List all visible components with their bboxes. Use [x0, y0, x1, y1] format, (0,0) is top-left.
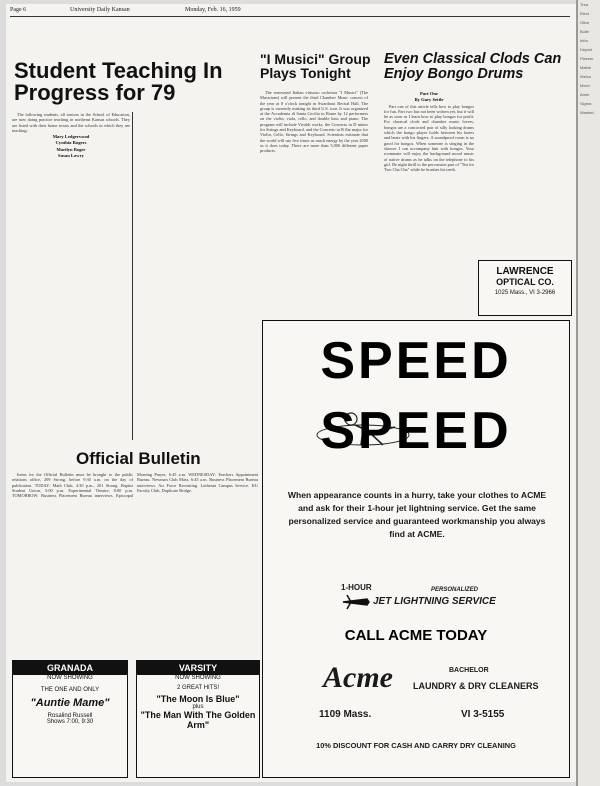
strip-line: Elect — [580, 11, 589, 16]
acme-brand-line: LAUNDRY & DRY CLEANERS — [413, 681, 539, 691]
bulletin-body: Items for the Official Bulletin must be brought to the public relations office, 209 Strong, before 9:30 a.m. on the day of publication. TODAY: Math Club, 4:30 p.m., 201 Strong. Baptist Student Union, 5:00 p.m. Experimental Theatre, 8:00 p.m. TOMORROW: Business Placement Bureau interviews. Episcopal Morning Prayer, 6:45 a.m. WEDNESDAY: Teachers Appointment Bureau. Newman Club Mass, 6:45 a.m. Business Placement Bureau interviews. Air Force Recruiting. Lutheran Campus Service. KU Faculty Club, Duplicate Bridge. — [12, 472, 258, 499]
student-teaching-body: The following students, all seniors in the School of Education, are now doing practice teaching in northeast Kansas schools. They are listed with their home towns and the schools in which they are teaching: — [12, 112, 130, 133]
granada-title: GRANADA — [13, 661, 127, 675]
speed-word-2: SPEED — [320, 402, 512, 460]
granada-status: NOW SHOWING — [47, 675, 93, 681]
varsity-ad — [136, 660, 260, 778]
i-musici-column — [260, 90, 368, 310]
i-musici-body: The renowned Italian virtuoso orchestra "I Musici" (The Musicians) will present the third Chamber Music concert of the year at 8 o'clock tonight in Swarthout Recital Hall. The group is currently making its third U.S. tour. It was organized at the Accademia di Santa Cecilia in Rome by 12 performers on the violin, viola, cello, and double bass and piano. The program will include Vivaldi works, the Concerto in D minor for Strings and Keyboard, and the Concerto in B flat major for Violin, Cello, Strings and Keyboard. Scientists estimate that the world will use five times as much energy by the year 2000 as it does today. There are more than 5,000 different paper products. — [260, 90, 368, 154]
bongo-byline: By Gary Settle — [414, 97, 444, 103]
next-page-strip — [576, 0, 600, 786]
acme-brand-sub: BACHELOR — [449, 667, 489, 674]
jet-icon — [341, 593, 371, 611]
student-teaching-column-1 — [12, 112, 130, 442]
acme-personalized: PERSONALIZED — [431, 587, 479, 593]
strip-line: Infor — [580, 38, 589, 43]
strip-line: Bulle — [580, 29, 589, 34]
strip-line: Trea — [580, 2, 589, 7]
granada-star: Rosalind Russell — [47, 713, 93, 719]
varsity-plus: plus — [192, 704, 204, 710]
acme-one-hour: 1-HOUR — [341, 583, 372, 592]
optical-name: LAWRENCE — [496, 266, 554, 277]
strip-line: Ofice — [580, 20, 590, 25]
granada-line1: THE ONE AND ONLY — [40, 687, 100, 693]
varsity-title: VARSITY — [137, 661, 259, 675]
acme-discount: 10% DISCOUNT FOR CASH AND CARRY DRY CLEANING — [316, 741, 516, 750]
granada-ad — [12, 660, 128, 778]
lawrence-optical-ad — [478, 260, 572, 316]
newspaper-page — [6, 4, 576, 782]
acme-speed-ad — [262, 320, 570, 778]
strip-line: Welco — [580, 74, 592, 79]
column-rule — [132, 112, 133, 440]
subhead-cynthia-rogers: Cynthia Rogers — [55, 140, 87, 146]
acme-address: 1109 Mass. — [319, 709, 372, 720]
strip-line: Placem — [580, 56, 594, 61]
paper-name: University Daily Kansan — [70, 7, 130, 13]
student-teaching-headline: Student Teaching In Progress for 79 — [14, 58, 223, 106]
bongo-body: Part one of this article tells how to play bongos for fun. Part two has not been written yet, but it will be as soon as I learn how to play bongos for profit. For classical clods and chamber music lovers, bongos are a concocted pair of silly looking drums which the bongo player holds between his knees and beats with his fingers. A soundproof room is no good for bongos. When someone is singing in the shower I can accompany him with bongos. Your roommate will enjoy the background mood music of native drums as he talks on the telephone to his girl. Be night thrill to the percussion part of "Tea for Two Cha Cha" while he brushes his teeth. — [384, 103, 474, 173]
acme-phone: VI 3-5155 — [461, 709, 505, 720]
varsity-status: NOW SHOWING — [175, 675, 221, 681]
strip-line: Mathe — [580, 65, 592, 70]
official-bulletin-headline: Official Bulletin — [76, 449, 201, 468]
speed-word-1: SPEED — [320, 332, 512, 390]
varsity-film-2: "The Man With The Golden Arm" — [140, 710, 256, 730]
granada-times: Shows 7:00, 9:30 — [46, 719, 94, 725]
subhead-marilyn-boger: Marilyn Boger — [56, 146, 86, 152]
strip-line: Wanted — [580, 110, 594, 115]
varsity-film-1: "The Moon Is Blue" — [156, 694, 240, 704]
optical-address: 1025 Mass., VI 3-2966 — [494, 290, 556, 296]
acme-call: CALL ACME TODAY — [344, 627, 488, 644]
strip-line: Sigma — [580, 101, 592, 106]
issue-date: Monday, Feb. 16, 1959 — [185, 7, 241, 13]
strip-line: Mech — [580, 83, 590, 88]
bongo-part-label: Part One — [420, 91, 438, 96]
bongo-column — [384, 90, 474, 315]
subhead-mary-ledgerwood: Mary Ledgerwood — [52, 134, 90, 140]
granada-film: "Auntie Mame" — [30, 697, 110, 709]
acme-pitch: When appearance counts in a hurry, take your clothes to ACME and ask for their 1-hour jet lightning service. Get the same personalized service and guaranteed workmanship you always find at ACME. — [287, 490, 547, 539]
strip-line: Depart — [580, 47, 593, 52]
optical-line2: OPTICAL CO. — [496, 277, 554, 287]
strip-line: Amer — [580, 92, 590, 97]
subhead-susan-lowry: Susan Lowry — [58, 153, 84, 159]
acme-brand: Acme — [323, 661, 393, 694]
i-musici-headline: "I Musici" Group Plays Tonight — [260, 51, 371, 82]
varsity-line1: 2 GREAT HITS! — [176, 685, 220, 691]
bongo-headline: Even Classical Clods Can Enjoy Bongo Drums — [384, 51, 562, 82]
folio-line — [10, 6, 570, 17]
bulletin-columns — [12, 472, 258, 652]
page-number: Page 6 — [10, 7, 27, 13]
acme-jet-service: JET LIGHTNING SERVICE — [373, 596, 496, 607]
